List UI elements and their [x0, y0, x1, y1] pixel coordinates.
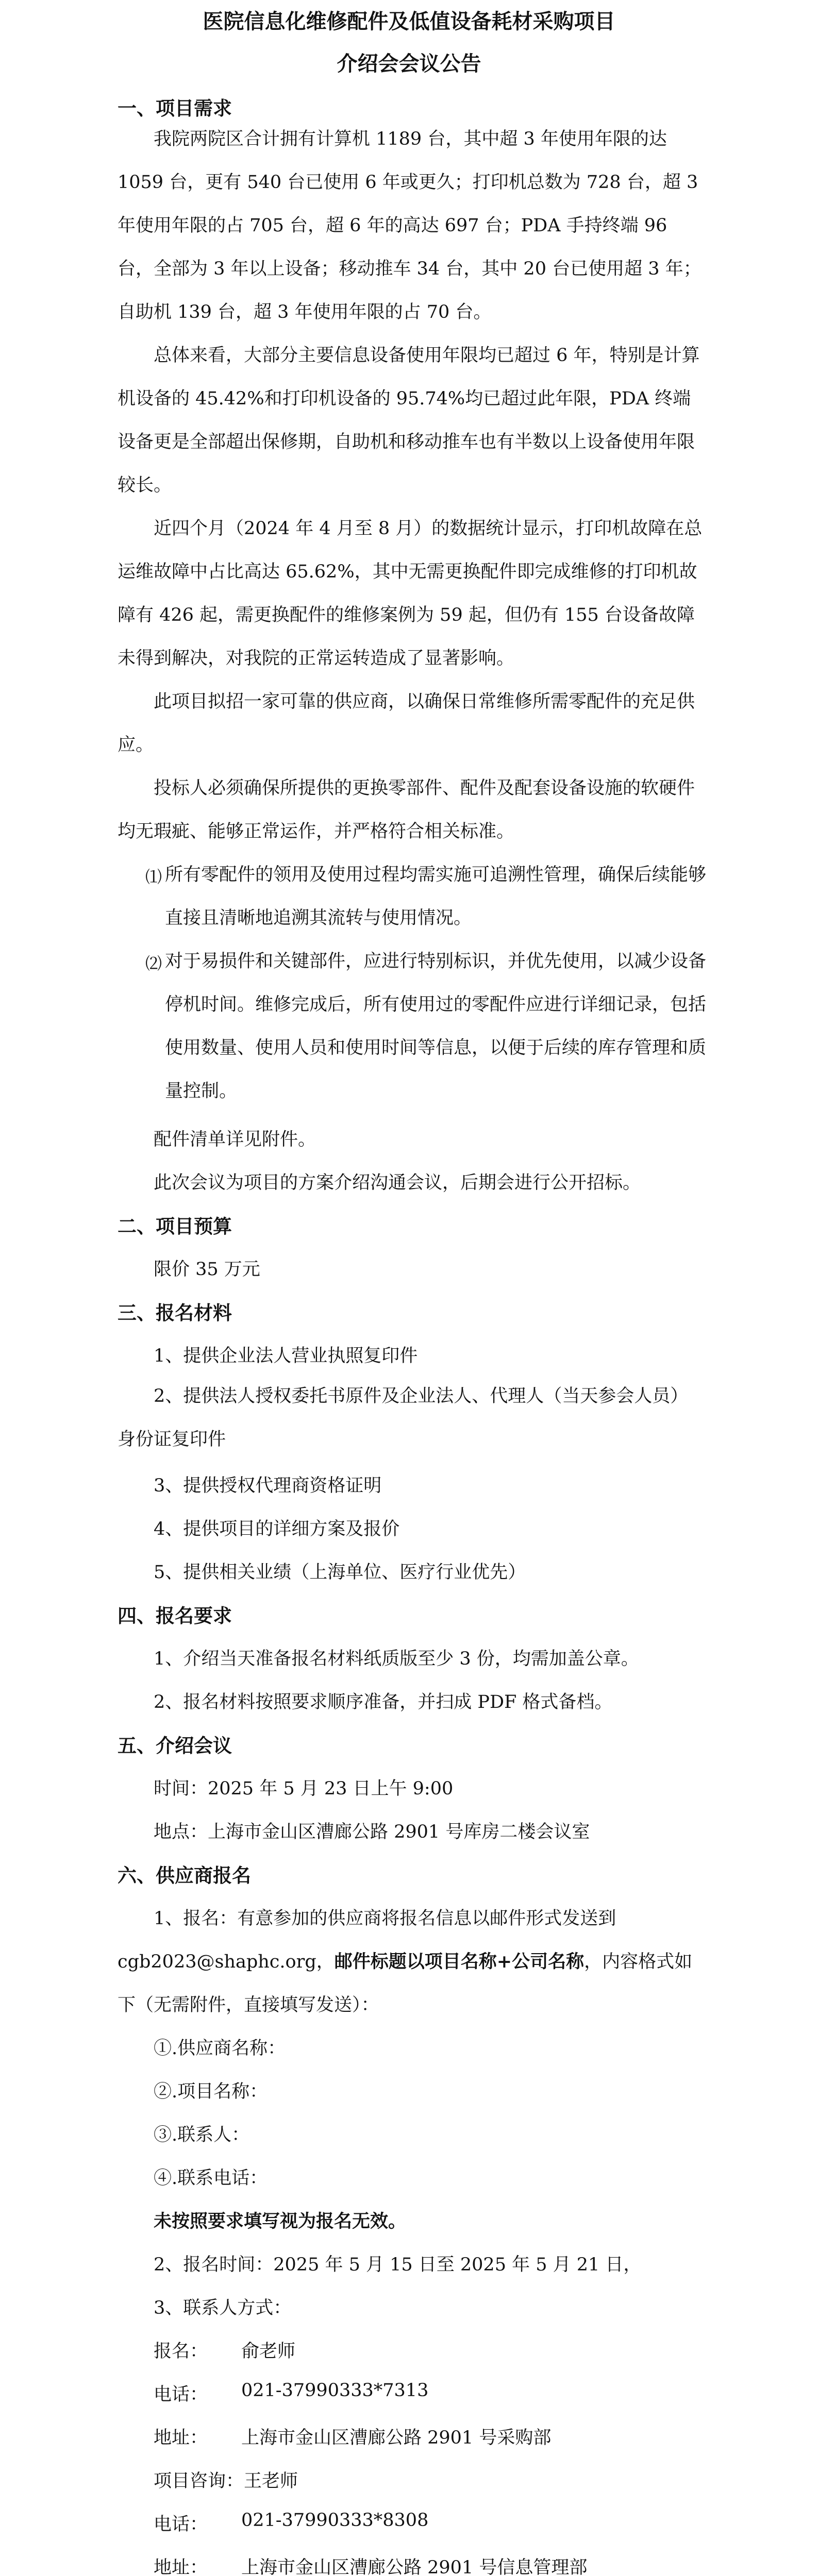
- paragraph-overall-summary: 总体来看，大部分主要信息设备使用年限均已超过 6 年，特别是计算机设备的 45.42%和打印机设备的 95.74%均已超过此年限，PDA 终端设备更是全部超出保修期，自助机和移动推车也有半数以上设备使用年限较长。: [118, 345, 700, 496]
- signup-requirement-2: 2、报名材料按照要求顺序准备，并扫成 PDF 格式备档。: [154, 1692, 613, 1713]
- material-item-4: 4、提供项目的详细方案及报价: [154, 1519, 400, 1539]
- paragraph-supplier-goal: 此项目拟招一家可靠的供应商，以确保日常维修所需零配件的充足供应。: [118, 691, 695, 755]
- contact-1-address: 上海市金山区漕廊公路 2901 号采购部: [241, 2428, 552, 2448]
- section-heading-registration: 六、供应商报名: [118, 1864, 251, 1887]
- signup-requirement-1: 1、介绍当天准备报名材料纸质版至少 3 份，均需加盖公章。: [154, 1649, 639, 1669]
- contact-2-phone-label: 电话：: [154, 2514, 208, 2535]
- form-field-project: ②.项目名称：: [154, 2081, 268, 2102]
- paragraph-fault-stats: 近四个月（2024 年 4 月至 8 月）的数据统计显示，打印机故障在总运维故障中占比高达 65.62%，其中无需更换配件即完成维修的打印机故障有 426 起，需更换配件的维修案例为 59 起，但仍有 155 台设备故障未得到解决，对我院的正常运转造成了显著影响。: [118, 518, 703, 669]
- registration-format-note: 下（无需附件，直接填写发送）：: [118, 1995, 379, 2015]
- title-line-2: 介绍会会议公告: [337, 52, 481, 76]
- list-number-2: ⑵: [145, 954, 162, 973]
- meeting-time: 时间：2025 年 5 月 23 日上午 9:00: [154, 1778, 454, 1799]
- section-heading-meeting: 五、介绍会议: [118, 1734, 232, 1757]
- meeting-place: 地点：上海市金山区漕廊公路 2901 号库房二楼会议室: [154, 1822, 590, 1842]
- contact-2-phone: 021-37990333*8308: [241, 2510, 429, 2531]
- title-line-1: 医院信息化维修配件及低值设备耗材采购项目: [203, 9, 615, 33]
- contact-1-phone-label: 电话：: [154, 2384, 208, 2405]
- contact-2-address-label: 地址：: [154, 2557, 208, 2576]
- form-field-supplier: ①.供应商名称：: [154, 2038, 286, 2059]
- material-item-5: 5、提供相关业绩（上海单位、医疗行业优先）: [154, 1562, 526, 1583]
- registration-step-1: 1、报名：有意参加的供应商将报名信息以邮件形式发送到: [154, 1908, 616, 1929]
- registration-period: 2、报名时间：2025 年 5 月 15 日至 2025 年 5 月 21 日，: [154, 2255, 642, 2275]
- contact-methods-heading: 3、联系人方式：: [154, 2298, 292, 2318]
- section-heading-requirements: 一、项目需求: [118, 97, 232, 120]
- content-format-text: ，内容格式如: [584, 1952, 693, 1972]
- section-heading-materials: 三、报名材料: [118, 1301, 232, 1324]
- email-subject-format: 邮件标题以项目名称+公司名称: [334, 1951, 585, 1972]
- material-item-1: 1、提供企业法人营业执照复印件: [154, 1346, 418, 1366]
- registration-email-line: [118, 1947, 692, 1973]
- contact-1-address-label: 地址：: [154, 2428, 208, 2448]
- form-field-contact: ③.联系人：: [154, 2125, 250, 2145]
- list-item-spare-parts: 对于易损件和关键部件，应进行特别标识，并优先使用，以减少设备停机时间。维修完成后，所有使用过的零配件应进行详细记录，包括使用数量、使用人员和使用时间等信息，以便于后续的库存管理和质量控制。: [165, 951, 707, 1101]
- invalid-registration-warning: 未按照要求填写视为报名无效。: [154, 2211, 407, 2232]
- paragraph-bidder-requirement: 投标人必须确保所提供的更换零部件、配件及配套设备设施的软硬件均无瑕疵、能够正常运作，并严格符合相关标准。: [118, 778, 695, 842]
- budget-limit: 限价 35 万元: [154, 1259, 260, 1280]
- contact-2-label: 项目咨询：王老师: [154, 2471, 298, 2492]
- paragraph-equipment-stats: 我院两院区合计拥有计算机 1189 台，其中超 3 年使用年限的达 1059 台，更有 540 台已使用 6 年或更久；打印机总数为 728 台，超 3 年使用年限的占 705 台，超 6 年的高达 697 台；PDA 手持终端 96 台，全部为 3 年以上设备；移动推车 34 台，其中 20 台已使用超 3 年；自助机 139 台，超 3 年使用年限的占 70 台。: [118, 129, 702, 323]
- contact-2-address: 上海市金山区漕廊公路 2901 号信息管理部: [241, 2557, 588, 2576]
- section-heading-budget: 二、项目预算: [118, 1215, 232, 1238]
- contact-1-label: 报名：: [154, 2341, 208, 2362]
- list-item-traceability: 所有零配件的领用及使用过程均需实施可追溯性管理，确保后续能够直接且清晰地追溯其流转与使用情况。: [165, 865, 707, 928]
- material-item-2: 2、提供法人授权委托书原件及企业法人、代理人（当天参会人员）身份证复印件: [118, 1386, 689, 1450]
- registration-email[interactable]: cgb2023@shaphc.org，: [118, 1952, 335, 1972]
- contact-1-name: 俞老师: [241, 2341, 296, 2362]
- contact-1-phone: 021-37990333*7313: [241, 2380, 429, 2401]
- list-number-1: ⑴: [145, 867, 162, 887]
- material-item-3: 3、提供授权代理商资格证明: [154, 1476, 382, 1496]
- section-heading-requirements-signup: 四、报名要求: [118, 1604, 232, 1627]
- form-field-phone: ④.联系电话：: [154, 2168, 268, 2189]
- paragraph-meeting-purpose: 此次会议为项目的方案介绍沟通会议，后期会进行公开招标。: [154, 1173, 641, 1193]
- paragraph-parts-list: 配件清单详见附件。: [154, 1129, 316, 1150]
